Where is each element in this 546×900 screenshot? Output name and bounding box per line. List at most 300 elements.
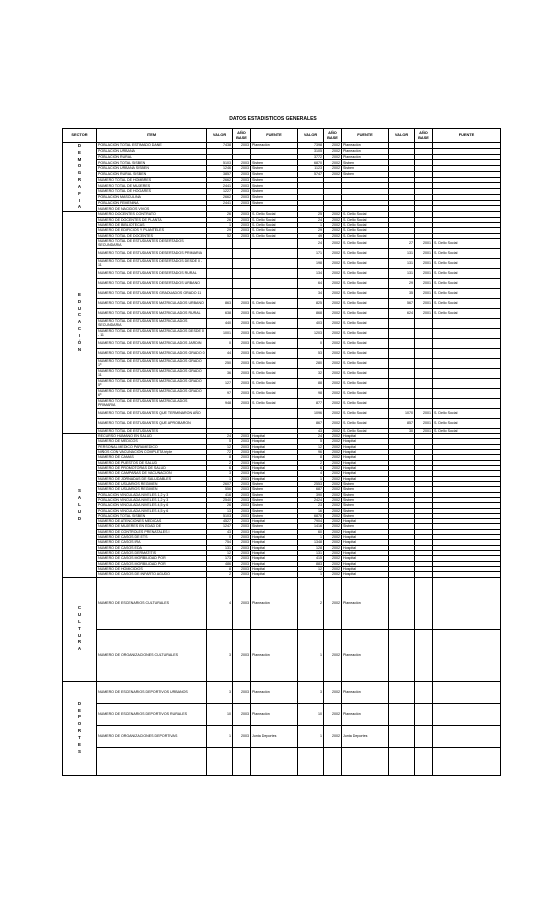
item-cell: NUMERO DE ORGANIZACIONES CULTURALES	[97, 629, 207, 681]
valor-2-cell: 34	[298, 288, 324, 298]
sector-letter: I	[78, 197, 81, 203]
fuente-2-cell: S. Dello Social	[342, 288, 389, 298]
ano-base-1-cell: 2003	[233, 439, 251, 444]
fuente-1-cell: Planeación	[251, 143, 298, 149]
item-cell: NUMERO TOTAL DE ESTUDIANTES QUE TERMINARON AÑO	[97, 408, 207, 418]
header-sector: SECTOR	[63, 129, 97, 143]
fuente-1-cell	[251, 288, 298, 298]
fuente-1-cell: S. Dello Social	[251, 358, 298, 368]
ano-base-3-cell: 2001	[415, 408, 433, 418]
ano-base-1-cell: 2003	[233, 566, 251, 571]
item-cell: NUMERO TOTAL DE ESTUDIANTES QUE APROBARON	[97, 418, 207, 428]
item-cell: NUMERO TOTAL DE ESTUDIANTES MATRICULADOS GRADO 1º	[97, 358, 207, 368]
fuente-2-cell: S. Dello Social	[342, 248, 389, 258]
item-cell: NUMERO TOTAL DE ESTUDIANTES MATRICULADOS URBANO	[97, 298, 207, 308]
ano-base-2-cell: 2002	[324, 513, 342, 518]
valor-1-cell: 26	[207, 217, 233, 222]
fuente-1-cell: S. Dello Social	[251, 388, 298, 398]
ano-base-1-cell: 2003	[233, 308, 251, 318]
ano-base-2-cell: 2002	[324, 212, 342, 217]
valor-2-cell: 0	[298, 338, 324, 348]
header-ano-base-1: AÑO BASE	[233, 129, 251, 143]
fuente-2-cell: S. Dello Social	[342, 217, 389, 222]
valor-3-cell	[389, 348, 415, 358]
item-cell: POBLACION FEMENINA	[97, 200, 207, 206]
valor-2-cell: 825	[298, 298, 324, 308]
ano-base-1-cell: 2003	[233, 338, 251, 348]
valor-3-cell: 131	[389, 258, 415, 268]
valor-1-cell: 8	[207, 455, 233, 460]
ano-base-1-cell: 2003	[233, 171, 251, 177]
valor-1-cell: 440	[207, 318, 233, 328]
ano-base-3-cell: 2001	[415, 308, 433, 318]
fuente-1-cell: S. Dello Social	[251, 378, 298, 388]
valor-2-cell: 134	[298, 268, 324, 278]
ano-base-2-cell: 2002	[324, 561, 342, 566]
valor-2-cell: 25	[298, 212, 324, 217]
fuente-2-cell: Hospital	[342, 471, 389, 476]
header-valor-1: VALOR	[207, 129, 233, 143]
item-cell: NUMERO TOTAL DE DOCENTES	[97, 233, 207, 238]
item-cell: NUMERO TOTAL DE ESTUDIANTES MATRICULADOS PRIMARIA	[97, 398, 207, 408]
item-cell: NUMERO DE CAMAS	[97, 455, 207, 460]
fuente-2-cell: Sisben	[342, 487, 389, 492]
item-cell: NUMERO DE CAMPAÑAS DE VACUNACION	[97, 471, 207, 476]
ano-base-1-cell: 2003	[233, 572, 251, 577]
fuente-1-cell: Planeación	[251, 629, 298, 681]
sector-letter: D	[77, 298, 82, 304]
item-cell: POBLACION URBANA SISBEN	[97, 166, 207, 172]
fuente-2-cell: Sisben	[342, 171, 389, 177]
valor-2-cell: 96	[298, 450, 324, 455]
valor-1-cell: 5103	[207, 513, 233, 518]
item-cell: NUMERO DE CASOS IRA	[97, 540, 207, 545]
item-cell: NUMERO DE JORNADAS DE SALUDABLES	[97, 476, 207, 481]
valor-1-cell: 250	[207, 358, 233, 368]
ano-base-1-cell: 2003	[233, 368, 251, 378]
fuente-1-cell: Sisben	[251, 177, 298, 183]
fuente-2-cell: S. Dello Social	[342, 408, 389, 418]
ano-base-2-cell: 2002	[324, 529, 342, 534]
valor-2-cell: 7398	[298, 143, 324, 149]
valor-2-cell: 8	[298, 455, 324, 460]
valor-2-cell: 1	[298, 222, 324, 227]
sector-label	[63, 212, 97, 434]
ano-base-1-cell: 2003	[233, 444, 251, 449]
fuente-2-cell: Hospital	[342, 572, 389, 577]
fuente-1-cell	[251, 278, 298, 288]
fuente-1-cell: Sisben	[251, 183, 298, 189]
fuente-1-cell: Hospital	[251, 476, 298, 481]
ano-base-2-cell: 2002	[324, 487, 342, 492]
valor-1-cell: 556	[207, 487, 233, 492]
ano-base-1-cell: 2003	[233, 471, 251, 476]
ano-base-2-cell: 2002	[324, 519, 342, 524]
fuente-2-cell: Hospital	[342, 476, 389, 481]
table-row	[63, 577, 501, 629]
ano-base-2-cell: 2002	[324, 217, 342, 222]
valor-1-cell: 127	[207, 378, 233, 388]
fuente-1-cell: S. Dello Social	[251, 398, 298, 408]
sector-letter: R	[77, 639, 82, 645]
valor-2-cell: 171	[298, 248, 324, 258]
item-cell: NUMERO TOTAL DE MUJERES	[97, 183, 207, 189]
valor-2-cell: 131	[298, 551, 324, 556]
ano-base-2-cell: 2002	[324, 551, 342, 556]
valor-2-cell: 53	[298, 348, 324, 358]
valor-1-cell: 5103	[207, 160, 233, 166]
fuente-2-cell: S. Dello Social	[342, 368, 389, 378]
valor-3-cell	[389, 703, 415, 725]
ano-base-3-cell	[415, 318, 433, 328]
valor-3-cell: 857	[389, 418, 415, 428]
ano-base-2-cell: 2002	[324, 238, 342, 248]
valor-2-cell: 12	[298, 444, 324, 449]
item-cell: NUMERO DE CASOS MORBILIDAD POR	[97, 561, 207, 566]
item-cell: NUMERO DE ATENCIONES MEDICAS	[97, 519, 207, 524]
valor-1-cell: 26	[207, 212, 233, 217]
fuente-1-cell: Hospital	[251, 471, 298, 476]
fuente-1-cell: Hospital	[251, 450, 298, 455]
valor-2-cell: 5	[298, 439, 324, 444]
valor-1-cell: 173	[207, 556, 233, 561]
ano-base-1-cell: 2003	[233, 228, 251, 233]
ano-base-2-cell: 2002	[324, 358, 342, 368]
ano-base-1-cell: 2003	[233, 703, 251, 725]
valor-2-cell: 1123	[298, 166, 324, 172]
fuente-2-cell: Sisben	[342, 166, 389, 172]
item-cell: NUMERO DE PUESTOS DE SALUD	[97, 460, 207, 465]
item-cell: NIÑOS CON VACUNACIÓN COMPLETA triple	[97, 450, 207, 455]
valor-2-cell: 49	[298, 233, 324, 238]
sector-letter: A	[77, 495, 82, 501]
valor-2-cell: 4	[298, 471, 324, 476]
item-cell: NUMERO TOTAL DE ESTUDIANTES GRADUADOS GRADO 11	[97, 288, 207, 298]
valor-2-cell: 32	[298, 368, 324, 378]
valor-3-cell	[389, 368, 415, 378]
ano-base-3-cell: 2001	[415, 238, 433, 248]
fuente-3-cell	[433, 703, 501, 725]
item-cell: NUMERO DE CASOS EDA	[97, 545, 207, 550]
fuente-3-cell	[433, 318, 501, 328]
valor-2-cell: 2	[298, 577, 324, 629]
ano-base-1-cell: 2003	[233, 524, 251, 529]
fuente-1-cell: S. Dello Social	[251, 298, 298, 308]
valor-2-cell: 5747	[298, 171, 324, 177]
valor-3-cell	[389, 747, 415, 775]
valor-1-cell	[207, 408, 233, 418]
fuente-1-cell: Hospital	[251, 566, 298, 571]
ano-base-2-cell: 2002	[324, 308, 342, 318]
valor-1-cell: 26	[207, 503, 233, 508]
fuente-2-cell: Sisben	[342, 497, 389, 502]
valor-2-cell: 687	[298, 487, 324, 492]
fuente-2-cell: Planeación	[342, 703, 389, 725]
valor-2-cell: 1	[298, 572, 324, 577]
table-row	[63, 298, 501, 308]
valor-1-cell: 5	[207, 439, 233, 444]
fuente-1-cell: Hospital	[251, 444, 298, 449]
ano-base-1-cell: 2003	[233, 348, 251, 358]
valor-1-cell: 2662	[207, 177, 233, 183]
fuente-2-cell: Planeación	[342, 154, 389, 160]
valor-3-cell	[389, 328, 415, 338]
fuente-1-cell: Sisben	[251, 481, 298, 486]
valor-1-cell: 3	[207, 471, 233, 476]
ano-base-2-cell: 2002	[324, 368, 342, 378]
item-cell: NUMERO TOTAL DE ESTUDIANTES MATRICULADOS JARDIN	[97, 338, 207, 348]
fuente-1-cell: Planeación	[251, 681, 298, 703]
ano-base-1-cell: 2003	[233, 200, 251, 206]
valor-1-cell: 12	[207, 551, 233, 556]
table-row	[63, 388, 501, 398]
ano-base-1-cell: 2003	[233, 508, 251, 513]
ano-base-2-cell: 2002	[324, 460, 342, 465]
fuente-2-cell: Hospital	[342, 434, 389, 439]
valor-2-cell: 24	[298, 434, 324, 439]
fuente-2-cell: Planeación	[342, 143, 389, 149]
valor-2-cell: 883	[298, 561, 324, 566]
fuente-2-cell: S. Dello Social	[342, 388, 389, 398]
valor-2-cell: 198	[298, 258, 324, 268]
fuente-2-cell: Hospital	[342, 519, 389, 524]
valor-1-cell: 0	[207, 535, 233, 540]
fuente-2-cell: S. Dello Social	[342, 378, 389, 388]
fuente-1-cell	[251, 258, 298, 268]
valor-3-cell: 567	[389, 298, 415, 308]
fuente-1-cell: S. Dello Social	[251, 318, 298, 328]
ano-base-2-cell: 2002	[324, 566, 342, 571]
valor-1-cell	[207, 418, 233, 428]
ano-base-3-cell	[415, 747, 433, 775]
fuente-1-cell: Sisben	[251, 200, 298, 206]
item-cell: NUMERO DOCENTES CONTRATO	[97, 212, 207, 217]
valor-2-cell: 867	[298, 418, 324, 428]
item-cell: NUMERO DE CASOS DE INFARTO AGUDO	[97, 572, 207, 577]
fuente-2-cell: S. Dello Social	[342, 358, 389, 368]
ano-base-2-cell: 2002	[324, 535, 342, 540]
ano-base-2-cell: 2002	[324, 476, 342, 481]
fuente-2-cell: S. Dello Social	[342, 398, 389, 408]
fuente-1-cell: Hospital	[251, 460, 298, 465]
valor-1-cell: 3	[207, 681, 233, 703]
ano-base-1-cell: 2003	[233, 455, 251, 460]
valor-2-cell: 1	[298, 535, 324, 540]
sector-letter: A	[77, 183, 82, 189]
valor-2-cell: 3105	[298, 148, 324, 154]
ano-base-1-cell: 2003	[233, 681, 251, 703]
ano-base-2-cell: 2002	[324, 466, 342, 471]
fuente-3-cell: S. Dello Social	[433, 288, 501, 298]
valor-2-cell: 2424	[298, 497, 324, 502]
fuente-1-cell: S. Dello Social	[251, 212, 298, 217]
ano-base-1-cell: 2003	[233, 460, 251, 465]
table-row	[63, 418, 501, 428]
header-ano-base-2: AÑO BASE	[324, 129, 342, 143]
ano-base-3-cell: 2001	[415, 418, 433, 428]
ano-base-1-cell	[233, 268, 251, 278]
ano-base-1-cell	[233, 278, 251, 288]
valor-1-cell: 4	[207, 577, 233, 629]
valor-1-cell: 638	[207, 308, 233, 318]
valor-3-cell	[389, 725, 415, 747]
valor-3-cell	[389, 318, 415, 328]
fuente-1-cell: S. Dello Social	[251, 222, 298, 227]
ano-base-2-cell: 2002	[324, 388, 342, 398]
valor-1-cell: 2607	[207, 481, 233, 486]
sector-letter: S	[78, 488, 81, 494]
ano-base-2-cell: 2002	[324, 703, 342, 725]
fuente-3-cell: S. Dello Social	[433, 258, 501, 268]
item-cell: NUMERO DE NACIDOS VIVOS	[97, 206, 207, 212]
fuente-1-cell: Hospital	[251, 529, 298, 534]
item-cell: NUMERO DE DOCENTES DE PLANTA	[97, 217, 207, 222]
valor-1-cell: 1	[207, 725, 233, 747]
fuente-2-cell: S. Dello Social	[342, 308, 389, 318]
table-row	[63, 338, 501, 348]
sector-letter: O	[77, 163, 82, 169]
sector-letter: O	[77, 721, 82, 727]
table-row	[63, 378, 501, 388]
ano-base-1-cell: 2003	[233, 450, 251, 455]
valor-3-cell: 624	[389, 308, 415, 318]
header-ano-base-3: AÑO BASE	[415, 129, 433, 143]
valor-1-cell: 3	[207, 629, 233, 681]
fuente-2-cell: Hospital	[342, 529, 389, 534]
item-cell: PERSONAL MEDICO PARAMEDICO	[97, 444, 207, 449]
ano-base-2-cell: 2002	[324, 503, 342, 508]
fuente-1-cell: S. Dello Social	[251, 338, 298, 348]
ano-base-1-cell: 2003	[233, 358, 251, 368]
ano-base-1-cell: 2003	[233, 388, 251, 398]
fuente-2-cell: Hospital	[342, 444, 389, 449]
valor-1-cell: 486	[207, 561, 233, 566]
statistics-table	[62, 128, 501, 776]
ano-base-3-cell	[415, 358, 433, 368]
valor-3-cell: 35	[389, 288, 415, 298]
fuente-1-cell: S. Dello Social	[251, 368, 298, 378]
valor-2-cell: 98	[298, 388, 324, 398]
sector-letter: A	[77, 319, 82, 325]
valor-2-cell: 43	[298, 428, 324, 433]
valor-3-cell: 131	[389, 248, 415, 258]
valor-2-cell: 403	[298, 318, 324, 328]
fuente-1-cell	[251, 747, 298, 775]
fuente-1-cell: Hospital	[251, 572, 298, 577]
ano-base-3-cell: 2001	[415, 268, 433, 278]
ano-base-1-cell: 2003	[233, 434, 251, 439]
ano-base-3-cell: 2001	[415, 278, 433, 288]
fuente-1-cell: Hospital	[251, 540, 298, 545]
valor-2-cell: 64	[298, 278, 324, 288]
valor-1-cell: 13	[207, 508, 233, 513]
valor-1-cell: 44	[207, 348, 233, 358]
valor-2-cell: 24	[298, 217, 324, 222]
fuente-3-cell	[433, 338, 501, 348]
valor-3-cell	[389, 398, 415, 408]
fuente-1-cell: Hospital	[251, 519, 298, 524]
fuente-1-cell: Sisben	[251, 171, 298, 177]
ano-base-1-cell	[233, 238, 251, 248]
ano-base-3-cell	[415, 388, 433, 398]
fuente-2-cell: S. Dello Social	[342, 233, 389, 238]
item-cell: NUMERO TOTAL DE HOMBRES	[97, 177, 207, 183]
fuente-2-cell	[342, 747, 389, 775]
valor-2-cell: 128	[298, 545, 324, 550]
valor-1-cell: 24	[207, 434, 233, 439]
fuente-2-cell: Sisben	[342, 492, 389, 497]
fuente-2-cell: S. Dello Social	[342, 228, 389, 233]
valor-2-cell: 60	[298, 529, 324, 534]
ano-base-2-cell: 2002	[324, 298, 342, 308]
valor-1-cell: 1247	[207, 524, 233, 529]
item-cell: NUMERO TOTAL DE ESTUDIANTES DESERTADOS SECUNDARIA	[97, 238, 207, 248]
fuente-2-cell: Hospital	[342, 556, 389, 561]
valor-1-cell: 29	[207, 228, 233, 233]
ano-base-2-cell: 2002	[324, 540, 342, 545]
fuente-3-cell: S. Dello Social	[433, 308, 501, 318]
fuente-3-cell	[433, 328, 501, 338]
sector-letter: D	[77, 700, 82, 706]
ano-base-1-cell: 2003	[233, 481, 251, 486]
item-cell: POBLACION VINCULADA NIVELES 4,5 y 6	[97, 508, 207, 513]
ano-base-2-cell: 2002	[324, 318, 342, 328]
fuente-1-cell: Junta Deportes	[251, 725, 298, 747]
valor-1-cell: 948	[207, 398, 233, 408]
valor-1-cell: 3857	[207, 171, 233, 177]
fuente-2-cell: Sisben	[342, 513, 389, 518]
ano-base-3-cell	[415, 629, 433, 681]
ano-base-1-cell: 2003	[233, 177, 251, 183]
sector-letter: I	[78, 332, 81, 338]
ano-base-1-cell: 2003	[233, 545, 251, 550]
fuente-3-cell	[433, 681, 501, 703]
item-cell: POBLACION VINCULADA NIVELES 1,2 y 3	[97, 497, 207, 502]
fuente-2-cell: Sisben	[342, 508, 389, 513]
item-cell: NUMERO DE EDIFICIOS Y PLANTELES	[97, 228, 207, 233]
valor-1-cell: 36	[207, 368, 233, 378]
ano-base-2-cell: 2002	[324, 524, 342, 529]
valor-2-cell	[298, 747, 324, 775]
document-title: DATOS ESTADISTICOS GENERALES	[229, 116, 317, 122]
fuente-2-cell: S. Dello Social	[342, 418, 389, 428]
ano-base-2-cell: 2002	[324, 233, 342, 238]
ano-base-1-cell: 2003	[233, 561, 251, 566]
fuente-1-cell: Sisben	[251, 487, 298, 492]
item-cell: NUMERO DE HOMICIDIOS	[97, 566, 207, 571]
ano-base-2-cell: 2002	[324, 328, 342, 338]
sector-letter: C	[77, 605, 82, 611]
valor-1-cell: 863	[207, 298, 233, 308]
table-row	[63, 681, 501, 703]
fuente-1-cell: Hospital	[251, 561, 298, 566]
ano-base-2-cell: 2002	[324, 444, 342, 449]
valor-1-cell: 1227	[207, 189, 233, 195]
item-cell: NUMERO TOTAL DE ESTUDIANTES MATRICULADOS RURAL	[97, 308, 207, 318]
table-row	[63, 248, 501, 258]
table-row	[63, 368, 501, 378]
valor-2-cell: 16	[298, 508, 324, 513]
table-row	[63, 318, 501, 328]
item-cell: POBLACION TOTAL ESTIMADO DANE	[97, 143, 207, 149]
item-cell: POBLACION RURAL	[97, 154, 207, 160]
fuente-2-cell: S. Dello Social	[342, 348, 389, 358]
sector-letter: G	[77, 170, 82, 176]
table-row	[63, 398, 501, 408]
item-cell: NUMERO TOTAL DE ESTUDIANTES	[97, 428, 207, 433]
sector-letter: U	[77, 632, 82, 638]
table-row	[63, 238, 501, 248]
